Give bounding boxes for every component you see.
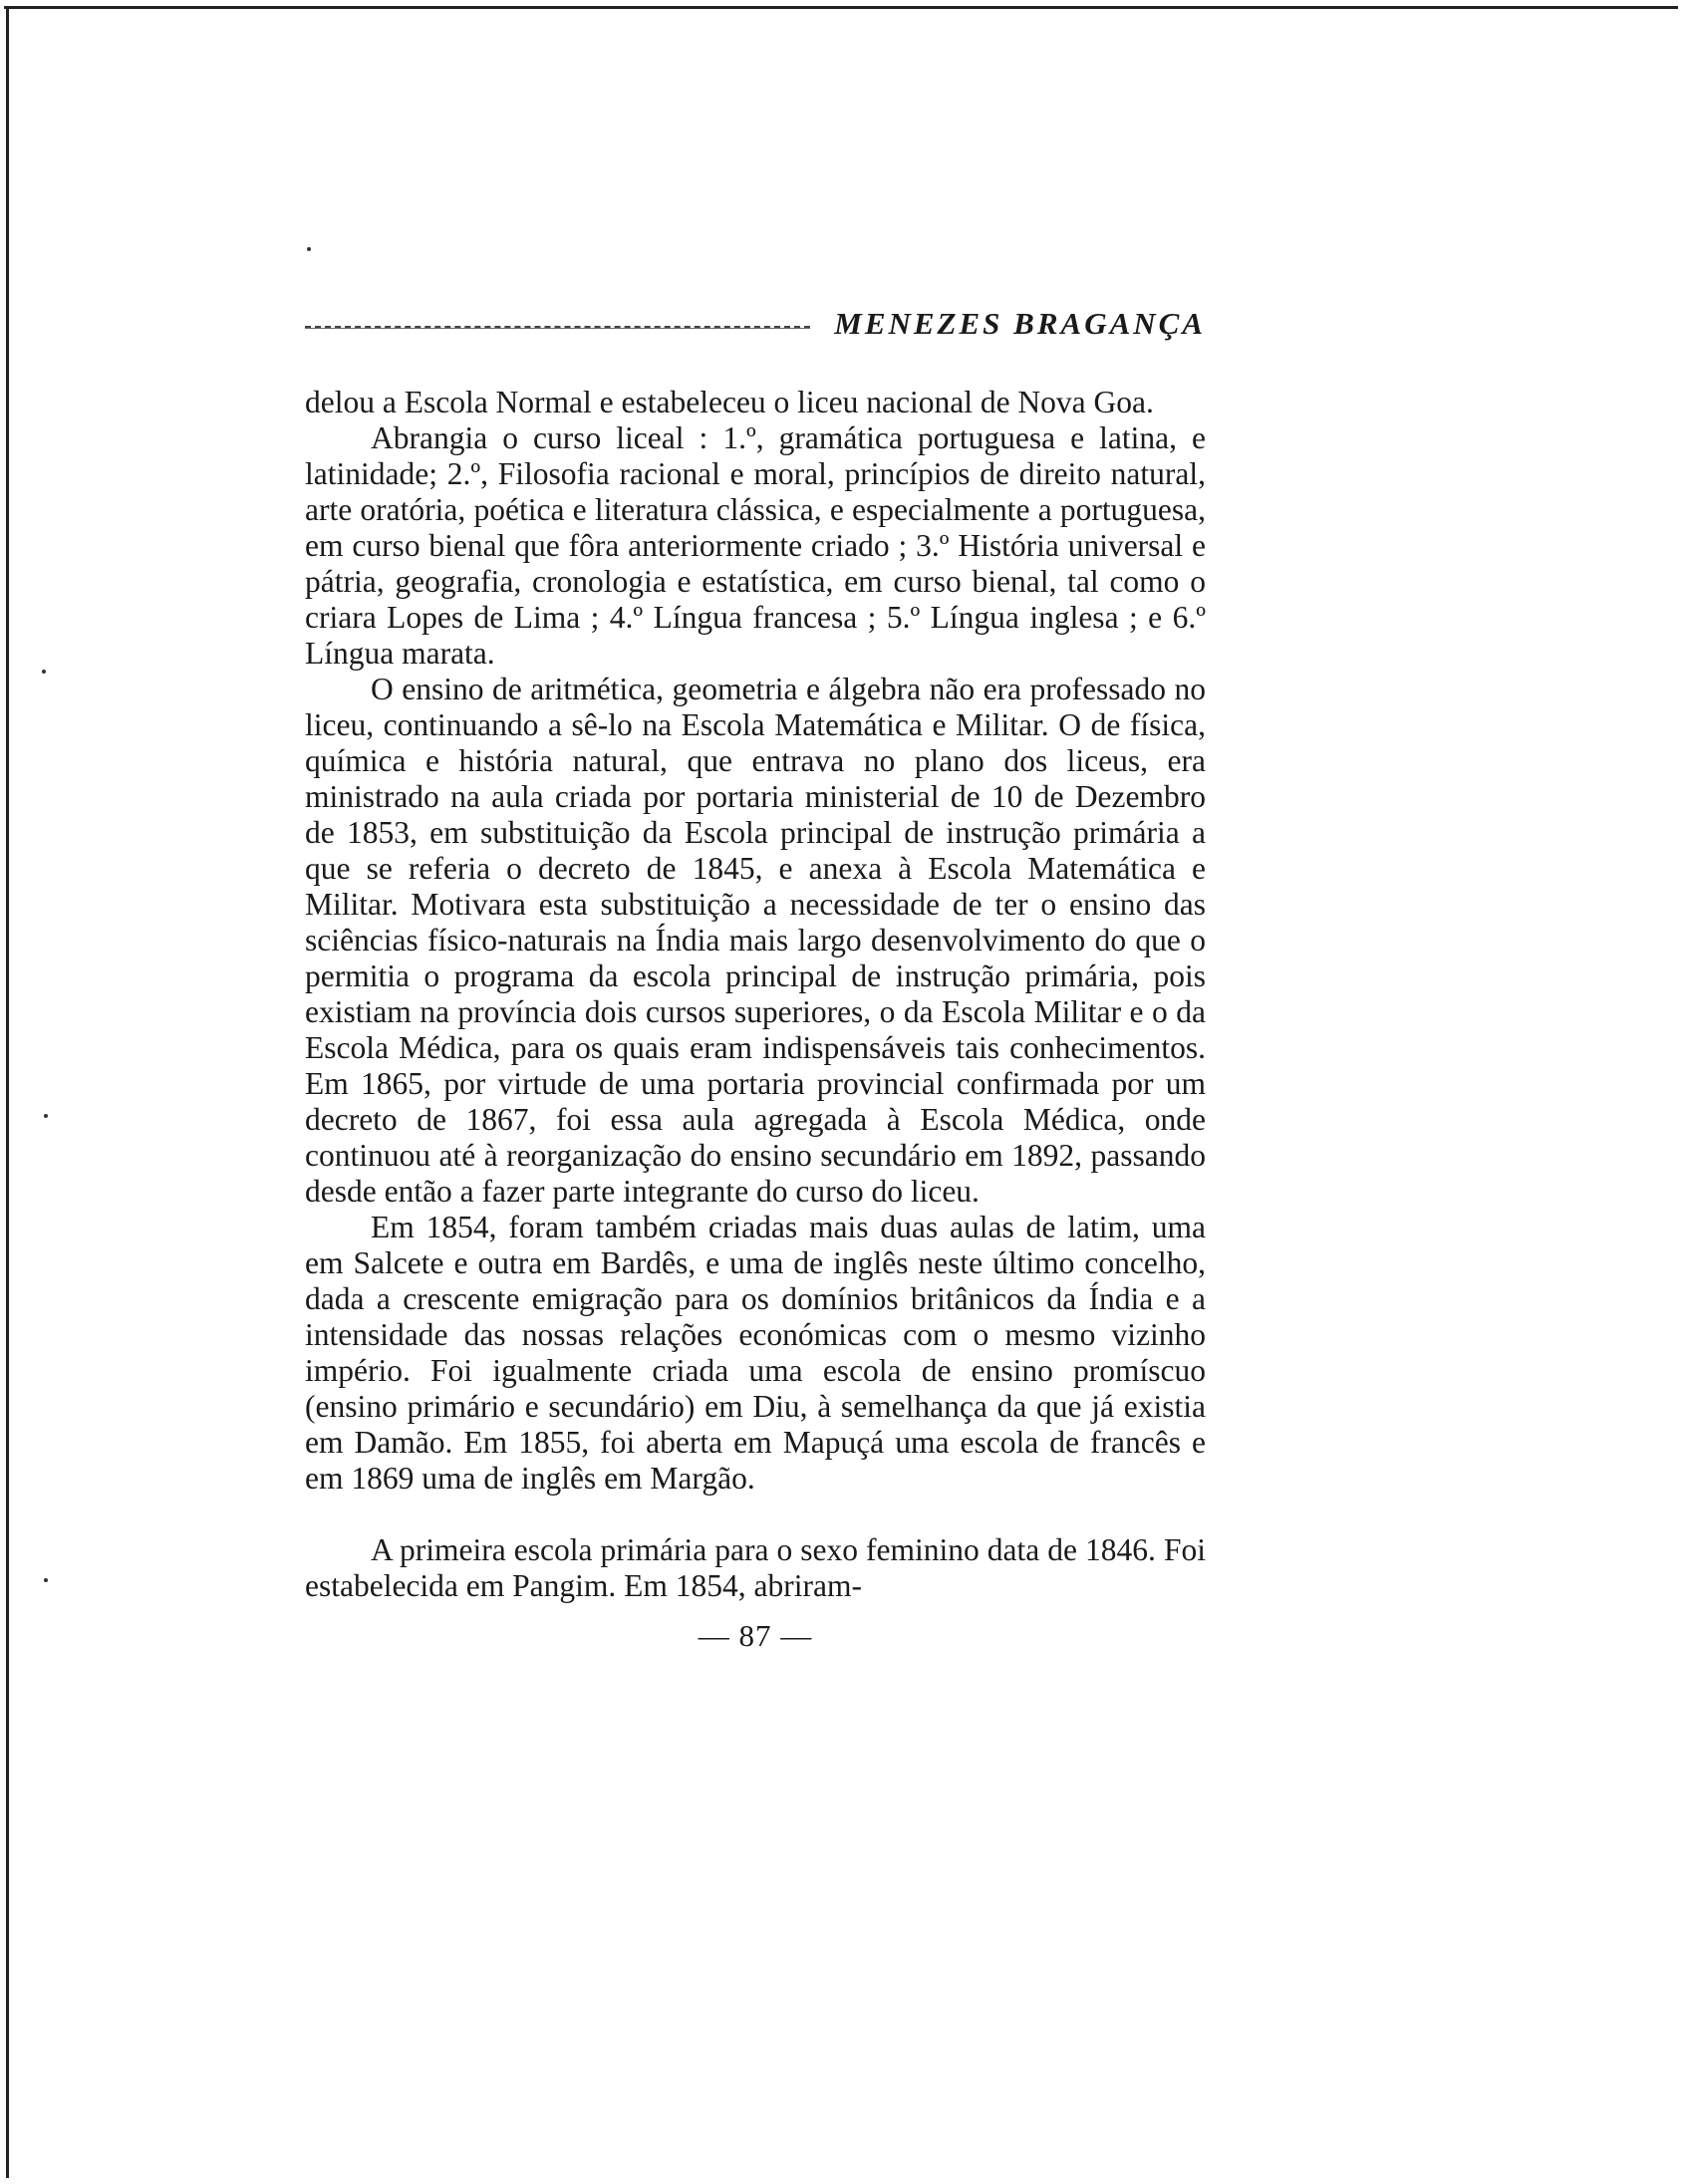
paragraph-4: Em 1854, foram também criadas mais duas aulas de latim, uma em Salcete e outra em Bardês, e uma de inglês neste último concelho, dada a crescente emigração para os domínios britânicos da Índia e a intensidade das nossas relações económicas com o mesmo vizinho império. Foi igualmente criada uma escola de ensino promíscuo (ensino primário e secundário) em Diu, à semelhança da que já existia em Damão. Em 1855, foi aberta em Mapuçá uma escola de francês e em 1869 uma de inglês em Margão. (305, 1210, 1206, 1496)
page (305, 299, 1206, 1654)
scan-speck (44, 1578, 48, 1582)
scan-speck (307, 247, 311, 251)
paragraph-1: delou a Escola Normal e estabeleceu o liceu nacional de Nova Goa. (305, 385, 1154, 419)
running-header (305, 299, 1206, 349)
scan-edge-left (6, 6, 9, 2178)
paragraph-5: A primeira escola primária para o sexo feminino data de 1846. Foi estabelecida em Pangim. Em 1854, abriram- (305, 1532, 1206, 1603)
header-rule (305, 326, 810, 329)
scan-speck (42, 670, 46, 674)
paragraph-3: O ensino de aritmética, geometria e álgebra não era professado no liceu, continuando a sê-lo na Escola Matemática e Militar. O de física, química e história natural, que entrava no plano dos liceus, era ministrado na aula criada por portaria ministerial de 10 de Dezembro de 1853, em substituição da Escola principal de instrução primária a que se referia o decreto de 1845, e anexa à Escola Matemática e Militar. Motivara esta substituição a necessidade de ter o ensino das sciências físico-naturais na Índia mais largo desenvolvimento do que o permitia o programa da escola principal de instrução primária, pois existiam na província dois cursos superiores, o da Escola Militar e o da Escola Médica, para os quais eram indispensáveis tais conhecimentos. Em 1865, por virtude de uma portaria provincial confirmada por um decreto de 1867, foi essa aula agregada à Escola Médica, onde continuou até à reorganização do ensino secundário em 1892, passando desde então a fazer parte integrante do curso do liceu. (305, 672, 1206, 1209)
running-header-title: MENEZES BRAGANÇA (834, 306, 1206, 341)
page-number: — 87 — (698, 1618, 813, 1653)
scan-speck (44, 1114, 48, 1118)
paragraph-2: Abrangia o curso liceal : 1.º, gramática portuguesa e latina, e latinidade; 2.º, Filosofia racional e moral, princípios de direito natural, arte oratória, poética e literatura clássica, e especialmente a portuguesa, em curso bienal que fôra anteriormente criado ; 3.º História universal e pátria, geografia, cronologia e estatística, em curso bienal, tal como o criara Lopes de Lima ; 4.º Língua francesa ; 5.º Língua inglesa ; e 6.º Língua marata. (305, 420, 1206, 671)
body-text (305, 385, 1206, 1604)
scan-edge-top (4, 6, 1678, 9)
